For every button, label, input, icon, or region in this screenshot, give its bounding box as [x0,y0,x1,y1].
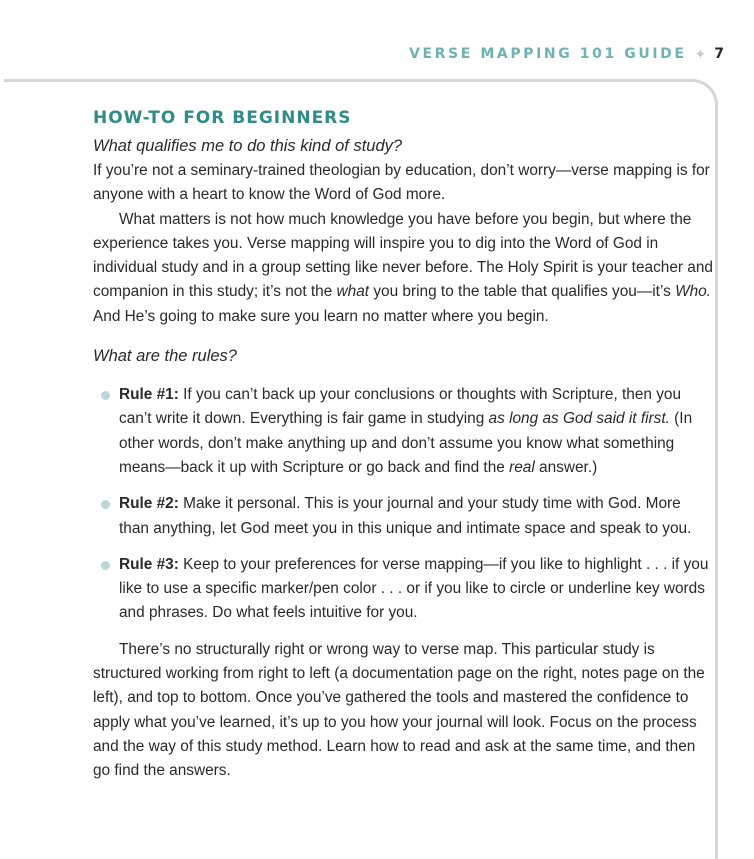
paragraph-what-matters [93,208,713,329]
main-content [93,106,713,784]
paragraph-closing: There’s no structurally right or wrong way to verse map. This particular study is structured working from right to left (a documentation page on the right, notes page on the left), and top to bottom. Once you’ve gathered the tools and mastered the confidence to apply what you’ve learned, it’s up to you how your journal will look. Focus on the process and the way of this study method. Learn how to read and ask at the same time, and then go find the answers. [93,640,705,780]
page-number: 7 [714,46,724,62]
p2-em-what: what [336,283,370,301]
rule-label: Rule #3: [119,555,179,573]
rule-label: Rule #1: [119,386,179,404]
bullet-dot-icon [101,500,110,509]
rule-emphasis: as long as God said it first. [488,410,670,428]
paragraph-intro: If you’re not a seminary-trained theologian by education, don’t worry—verse mapping is for anyone with a heart to know the Word of God more. [93,162,710,204]
p2-em-who: Who. [675,283,711,301]
rule-text: Keep to your preferences for verse mapping—if you like to highlight . . . if you like to use a specific marker/pen color . . . or if you like to circle or underline key words and phrases. Do what feels intuitive for you. [119,555,709,622]
section-heading: HOW-TO FOR BEGINNERS [93,108,352,128]
rule-item-1 [93,383,713,480]
rule-text: (In other words, don’t make anything up and don’t assume you know what something means—back it up with Scripture or go back and find the [119,410,693,476]
rule-text: If you can’t back up your conclusions or thoughts with Scripture, then you can’t write it down. Everything is fair game in studying [119,386,682,428]
bullet-dot-icon [101,391,110,400]
bullet-dot-icon [101,561,110,570]
running-header [409,46,724,62]
rule-text: answer.) [534,458,598,476]
star-icon: ✦ [694,46,707,62]
p2-text-a: What matters is not how much knowledge you have before you begin, but where the experience takes you. Verse mapping will inspire you to dig into the Word of God in individual study and in a group setting like never before. The Holy Spirit is your teacher and companion in this study; it’s not the [93,210,713,301]
rule-item-2 [93,492,713,541]
rule-emphasis: real [509,458,535,476]
rule-label: Rule #2: [119,495,179,513]
header-title: VERSE MAPPING 101 GUIDE [409,46,687,62]
rule-item-3 [93,553,713,626]
p2-text-c: And He’s going to make sure you learn no matter where you begin. [93,307,549,325]
rules-list [93,383,713,626]
question-rules: What are the rules? [93,347,237,366]
question-qualifies: What qualifies me to do this kind of study? [93,137,403,155]
p2-text-b: you bring to the table that qualifies you—it’s [369,283,676,301]
rule-text: Make it personal. This is your journal and your study time with God. More than anything, let God meet you in this unique and intimate space and speak to you. [119,495,692,537]
